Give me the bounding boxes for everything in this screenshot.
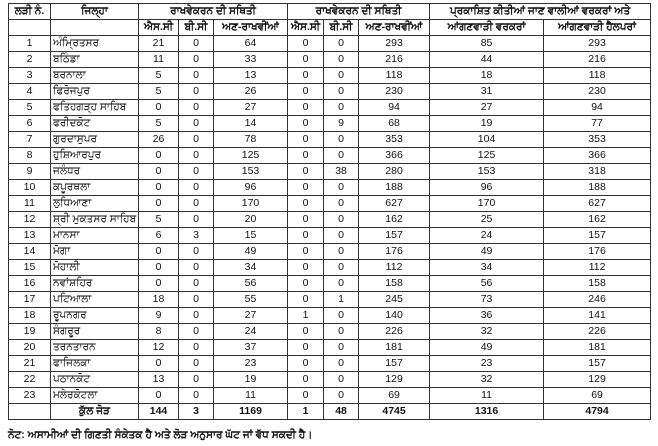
unreserved-2-cell: 94 — [359, 100, 430, 116]
district-cell: ਬਰਨਾਲਾ — [51, 68, 139, 84]
total-sc1-cell: 144 — [139, 404, 179, 420]
helpers-cell: 226 — [544, 324, 651, 340]
header-row-1 — [9, 4, 651, 20]
sc-1-cell: 0 — [139, 388, 179, 404]
total-sc2-cell: 1 — [288, 404, 324, 420]
district-cell: ਅੰਮ੍ਰਿਤਸਰ — [51, 36, 139, 52]
bc-2-cell: 0 — [324, 212, 359, 228]
unreserved-1-cell: 27 — [214, 100, 288, 116]
serial-cell: 21 — [9, 356, 51, 372]
bc-2-cell: 1 — [324, 292, 359, 308]
bc-2-cell: 0 — [324, 84, 359, 100]
serial-cell: 4 — [9, 84, 51, 100]
district-cell: ਪਟਿਆਲਾ — [51, 292, 139, 308]
sc-2-cell: 0 — [288, 84, 324, 100]
sc-2-cell: 0 — [288, 292, 324, 308]
sc-1-cell: 0 — [139, 164, 179, 180]
serial-cell: 14 — [9, 244, 51, 260]
district-cell: ਮਲੇਰਕੋਟਲਾ — [51, 388, 139, 404]
bc-2-cell: 0 — [324, 340, 359, 356]
helpers-cell: 77 — [544, 116, 651, 132]
serial-cell: 18 — [9, 308, 51, 324]
sc-1-cell: 13 — [139, 372, 179, 388]
sc-1-cell: 9 — [139, 308, 179, 324]
unreserved-2-cell: 280 — [359, 164, 430, 180]
sc-1-cell: 11 — [139, 52, 179, 68]
header-sc-1: ਐਸ.ਸੀ — [139, 20, 179, 36]
unreserved-1-cell: 96 — [214, 180, 288, 196]
table-row — [9, 148, 651, 164]
workers-cell: 73 — [430, 292, 544, 308]
bc-1-cell: 0 — [179, 276, 214, 292]
bc-1-cell: 0 — [179, 372, 214, 388]
bc-2-cell: 0 — [324, 132, 359, 148]
serial-cell: 6 — [9, 116, 51, 132]
unreserved-1-cell: 153 — [214, 164, 288, 180]
total-un2-cell: 4745 — [359, 404, 430, 420]
table-row — [9, 180, 651, 196]
table-row — [9, 324, 651, 340]
bc-2-cell: 0 — [324, 36, 359, 52]
workers-cell: 32 — [430, 324, 544, 340]
unreserved-2-cell: 129 — [359, 372, 430, 388]
bc-1-cell: 0 — [179, 148, 214, 164]
bc-2-cell: 0 — [324, 196, 359, 212]
sc-1-cell: 21 — [139, 36, 179, 52]
sc-2-cell: 0 — [288, 116, 324, 132]
district-cell: ਬਠਿੰਡਾ — [51, 52, 139, 68]
unreserved-1-cell: 33 — [214, 52, 288, 68]
serial-cell: 12 — [9, 212, 51, 228]
workers-cell: 32 — [430, 372, 544, 388]
bc-1-cell: 0 — [179, 244, 214, 260]
total-serial-blank — [9, 404, 51, 420]
helpers-cell: 627 — [544, 196, 651, 212]
serial-cell: 16 — [9, 276, 51, 292]
table-row — [9, 212, 651, 228]
table-row — [9, 196, 651, 212]
workers-cell: 27 — [430, 100, 544, 116]
workers-cell: 36 — [430, 308, 544, 324]
helpers-cell: 353 — [544, 132, 651, 148]
bc-2-cell: 0 — [324, 372, 359, 388]
unreserved-2-cell: 353 — [359, 132, 430, 148]
unreserved-1-cell: 13 — [214, 68, 288, 84]
helpers-cell: 129 — [544, 372, 651, 388]
district-cell: ਗੁਰਦਾਸੁਪਰ — [51, 132, 139, 148]
serial-cell: 2 — [9, 52, 51, 68]
sc-2-cell: 0 — [288, 244, 324, 260]
serial-cell: 13 — [9, 228, 51, 244]
district-cell: ਸੰਗਰੂਰ — [51, 324, 139, 340]
workers-cell: 19 — [430, 116, 544, 132]
helpers-cell: 162 — [544, 212, 651, 228]
serial-cell: 10 — [9, 180, 51, 196]
table-row — [9, 372, 651, 388]
header-row-2 — [9, 20, 651, 36]
district-cell: ਫਤਿਹਗੜ੍ਹ ਸਾਹਿਬ — [51, 100, 139, 116]
serial-cell: 5 — [9, 100, 51, 116]
header-sc-2: ਐਸ.ਸੀ — [288, 20, 324, 36]
helpers-cell: 216 — [544, 52, 651, 68]
table-row — [9, 276, 651, 292]
bc-1-cell: 0 — [179, 68, 214, 84]
table-row — [9, 164, 651, 180]
helpers-cell: 246 — [544, 292, 651, 308]
header-reservation-group-2: ਰਾਖਵੇਕਰਨ ਦੀ ਸਥਿਤੀ — [288, 4, 430, 20]
sc-1-cell: 0 — [139, 100, 179, 116]
workers-cell: 31 — [430, 84, 544, 100]
district-cell: ਫਰੀਦਕੋਟ — [51, 116, 139, 132]
table-row — [9, 68, 651, 84]
district-cell: ਫਿਰੋਜਪੁਰ — [51, 84, 139, 100]
table-row — [9, 100, 651, 116]
total-row — [9, 404, 651, 420]
bc-1-cell: 0 — [179, 164, 214, 180]
workers-cell: 170 — [430, 196, 544, 212]
bc-1-cell: 0 — [179, 388, 214, 404]
header-anganwadi-helpers: ਆਂਗਣਵਾੜੀ ਹੈਲਪਰਾਂ — [544, 20, 651, 36]
bc-2-cell: 0 — [324, 68, 359, 84]
bc-2-cell: 0 — [324, 276, 359, 292]
unreserved-1-cell: 27 — [214, 308, 288, 324]
district-cell: ਤਰਨਤਾਰਨ — [51, 340, 139, 356]
unreserved-1-cell: 14 — [214, 116, 288, 132]
sc-1-cell: 6 — [139, 228, 179, 244]
district-cell: ਸ਼੍ਰੀ ਮੁਕਤਸਰ ਸਾਹਿਬ — [51, 212, 139, 228]
helpers-cell: 141 — [544, 308, 651, 324]
serial-cell: 9 — [9, 164, 51, 180]
workers-cell: 96 — [430, 180, 544, 196]
table-row — [9, 388, 651, 404]
sc-1-cell: 0 — [139, 244, 179, 260]
sc-1-cell: 0 — [139, 180, 179, 196]
unreserved-2-cell: 181 — [359, 340, 430, 356]
workers-cell: 25 — [430, 212, 544, 228]
bc-1-cell: 0 — [179, 100, 214, 116]
district-cell: ਮੋਹਾਲੀ — [51, 260, 139, 276]
sc-2-cell: 0 — [288, 388, 324, 404]
sc-2-cell: 0 — [288, 212, 324, 228]
total-bc2-cell: 48 — [324, 404, 359, 420]
serial-cell: 8 — [9, 148, 51, 164]
total-label: ਕੁੱਲ ਜੋੜ — [51, 404, 139, 420]
sc-1-cell: 5 — [139, 212, 179, 228]
sc-2-cell: 1 — [288, 308, 324, 324]
sc-1-cell: 8 — [139, 324, 179, 340]
unreserved-1-cell: 55 — [214, 292, 288, 308]
sc-2-cell: 0 — [288, 68, 324, 84]
unreserved-2-cell: 157 — [359, 228, 430, 244]
unreserved-2-cell: 230 — [359, 84, 430, 100]
header-published-group: ਪ੍ਰਕਾਸ਼ਿਤ ਕੀਤੀਆਂ ਜਾਣ ਵਾਲੀਆਂ ਵਰਕਰਾਂ ਅਤੇ — [430, 4, 651, 20]
bc-2-cell: 0 — [324, 324, 359, 340]
table-row — [9, 292, 651, 308]
serial-cell: 3 — [9, 68, 51, 84]
sc-1-cell: 18 — [139, 292, 179, 308]
unreserved-2-cell: 627 — [359, 196, 430, 212]
helpers-cell: 118 — [544, 68, 651, 84]
unreserved-1-cell: 26 — [214, 84, 288, 100]
serial-cell: 17 — [9, 292, 51, 308]
sc-2-cell: 0 — [288, 36, 324, 52]
serial-cell: 22 — [9, 372, 51, 388]
workers-cell: 11 — [430, 388, 544, 404]
serial-cell: 20 — [9, 340, 51, 356]
sc-1-cell: 0 — [139, 276, 179, 292]
sc-1-cell: 26 — [139, 132, 179, 148]
footnote: ਨੋਟ: ਅਸਾਮੀਆਂ ਦੀ ਗਿਣਤੀ ਸੰਕੇਤਕ ਹੈ ਅਤੇ ਲੋੜ ਅਨੁਸਾਰ ਘੱਟ ਜਾਂ ਵੱਧ ਸਕਦੀ ਹੈ। — [8, 429, 313, 441]
sc-1-cell: 0 — [139, 356, 179, 372]
sc-2-cell: 0 — [288, 228, 324, 244]
bc-2-cell: 0 — [324, 148, 359, 164]
bc-1-cell: 0 — [179, 132, 214, 148]
workers-cell: 104 — [430, 132, 544, 148]
bc-2-cell: 0 — [324, 52, 359, 68]
workers-cell: 24 — [430, 228, 544, 244]
workers-cell: 153 — [430, 164, 544, 180]
total-un1-cell: 1169 — [214, 404, 288, 420]
unreserved-2-cell: 176 — [359, 244, 430, 260]
sc-2-cell: 0 — [288, 340, 324, 356]
header-anganwadi-workers: ਆਂਗਣਵਾੜੀ ਵਰਕਰਾਂ — [430, 20, 544, 36]
district-cell: ਮਾਨਸਾ — [51, 228, 139, 244]
helpers-cell: 158 — [544, 276, 651, 292]
helpers-cell: 69 — [544, 388, 651, 404]
workers-cell: 23 — [430, 356, 544, 372]
helpers-cell: 176 — [544, 244, 651, 260]
sc-1-cell: 0 — [139, 196, 179, 212]
district-cell: ਪਠਾਨਕੋਟ — [51, 372, 139, 388]
unreserved-1-cell: 64 — [214, 36, 288, 52]
bc-1-cell: 3 — [179, 228, 214, 244]
header-unreserved-2: ਅਣ-ਰਾਖਵੀਂਆਂ — [359, 20, 430, 36]
unreserved-1-cell: 19 — [214, 372, 288, 388]
helpers-cell: 188 — [544, 180, 651, 196]
district-cell: ਰੂਪਨਗਰ — [51, 308, 139, 324]
bc-2-cell: 0 — [324, 356, 359, 372]
unreserved-2-cell: 226 — [359, 324, 430, 340]
total-bc1-cell: 3 — [179, 404, 214, 420]
sc-2-cell: 0 — [288, 148, 324, 164]
sc-1-cell: 0 — [139, 148, 179, 164]
workers-cell: 49 — [430, 340, 544, 356]
unreserved-2-cell: 245 — [359, 292, 430, 308]
unreserved-1-cell: 15 — [214, 228, 288, 244]
bc-1-cell: 0 — [179, 324, 214, 340]
district-cell: ਮੋਗਾ — [51, 244, 139, 260]
table-row — [9, 84, 651, 100]
unreserved-2-cell: 216 — [359, 52, 430, 68]
workers-cell: 125 — [430, 148, 544, 164]
workers-cell: 85 — [430, 36, 544, 52]
district-cell: ਜਲੰਧਰ — [51, 164, 139, 180]
district-cell: ਲੁਧਿਆਣਾ — [51, 196, 139, 212]
helpers-cell: 366 — [544, 148, 651, 164]
header-bc-1: ਬੀ.ਸੀ — [179, 20, 214, 36]
sc-2-cell: 0 — [288, 372, 324, 388]
helpers-cell: 94 — [544, 100, 651, 116]
workers-cell: 44 — [430, 52, 544, 68]
district-cell: ਹੁਸ਼ਿਆਰਪੁਰ — [51, 148, 139, 164]
unreserved-1-cell: 78 — [214, 132, 288, 148]
bc-1-cell: 0 — [179, 292, 214, 308]
table-row — [9, 260, 651, 276]
header-bc-2: ਬੀ.ਸੀ — [324, 20, 359, 36]
unreserved-1-cell: 37 — [214, 340, 288, 356]
workers-cell: 56 — [430, 276, 544, 292]
header-reservation-group-1: ਰਾਖਵੇਕਰਨ ਦੀ ਸਥਿਤੀ — [139, 4, 288, 20]
unreserved-1-cell: 23 — [214, 356, 288, 372]
bc-2-cell: 38 — [324, 164, 359, 180]
helpers-cell: 157 — [544, 228, 651, 244]
unreserved-2-cell: 366 — [359, 148, 430, 164]
bc-1-cell: 0 — [179, 340, 214, 356]
bc-1-cell: 0 — [179, 84, 214, 100]
bc-2-cell: 0 — [324, 388, 359, 404]
sc-2-cell: 0 — [288, 276, 324, 292]
district-cell: ਕਪੂਰਥਲਾ — [51, 180, 139, 196]
sc-2-cell: 0 — [288, 324, 324, 340]
helpers-cell: 230 — [544, 84, 651, 100]
total-helpers-cell: 4794 — [544, 404, 651, 420]
unreserved-2-cell: 118 — [359, 68, 430, 84]
helpers-cell: 157 — [544, 356, 651, 372]
unreserved-2-cell: 157 — [359, 356, 430, 372]
workers-cell: 18 — [430, 68, 544, 84]
unreserved-2-cell: 112 — [359, 260, 430, 276]
unreserved-1-cell: 170 — [214, 196, 288, 212]
sc-1-cell: 5 — [139, 68, 179, 84]
unreserved-1-cell: 11 — [214, 388, 288, 404]
unreserved-1-cell: 49 — [214, 244, 288, 260]
table-row — [9, 308, 651, 324]
table-row — [9, 132, 651, 148]
sc-2-cell: 0 — [288, 356, 324, 372]
helpers-cell: 318 — [544, 164, 651, 180]
bc-2-cell: 0 — [324, 308, 359, 324]
table-row — [9, 356, 651, 372]
sc-2-cell: 0 — [288, 196, 324, 212]
unreserved-1-cell: 56 — [214, 276, 288, 292]
district-cell: ਫਾਜਿਲਕਾ — [51, 356, 139, 372]
unreserved-2-cell: 158 — [359, 276, 430, 292]
bc-1-cell: 0 — [179, 116, 214, 132]
table-body — [9, 36, 651, 420]
table-row — [9, 36, 651, 52]
bc-1-cell: 0 — [179, 196, 214, 212]
unreserved-2-cell: 68 — [359, 116, 430, 132]
sc-1-cell: 5 — [139, 84, 179, 100]
unreserved-2-cell: 188 — [359, 180, 430, 196]
sc-1-cell: 5 — [139, 116, 179, 132]
bc-1-cell: 0 — [179, 260, 214, 276]
unreserved-2-cell: 140 — [359, 308, 430, 324]
serial-cell: 1 — [9, 36, 51, 52]
table-row — [9, 244, 651, 260]
header-district-blank — [51, 20, 139, 36]
header-serial-blank — [9, 20, 51, 36]
bc-1-cell: 0 — [179, 356, 214, 372]
district-cell: ਨਵਾਂਸ਼ਹਿਰ — [51, 276, 139, 292]
workers-cell: 49 — [430, 244, 544, 260]
bc-1-cell: 0 — [179, 308, 214, 324]
unreserved-1-cell: 34 — [214, 260, 288, 276]
serial-cell: 23 — [9, 388, 51, 404]
serial-cell: 15 — [9, 260, 51, 276]
sc-2-cell: 0 — [288, 260, 324, 276]
unreserved-1-cell: 20 — [214, 212, 288, 228]
header-district: ਜਿਲ੍ਹਾ — [51, 4, 139, 20]
unreserved-1-cell: 24 — [214, 324, 288, 340]
serial-cell: 19 — [9, 324, 51, 340]
sc-2-cell: 0 — [288, 164, 324, 180]
unreserved-1-cell: 125 — [214, 148, 288, 164]
header-unreserved-1: ਅਣ-ਰਾਖਵੀਂਆਂ — [214, 20, 288, 36]
sc-2-cell: 0 — [288, 132, 324, 148]
bc-2-cell: 0 — [324, 180, 359, 196]
unreserved-2-cell: 69 — [359, 388, 430, 404]
bc-1-cell: 0 — [179, 36, 214, 52]
helpers-cell: 293 — [544, 36, 651, 52]
workers-cell: 34 — [430, 260, 544, 276]
bc-2-cell: 0 — [324, 100, 359, 116]
total-workers-cell: 1316 — [430, 404, 544, 420]
bc-2-cell: 0 — [324, 260, 359, 276]
bc-1-cell: 0 — [179, 52, 214, 68]
table-row — [9, 340, 651, 356]
bc-1-cell: 0 — [179, 212, 214, 228]
serial-cell: 11 — [9, 196, 51, 212]
district-vacancy-table — [8, 3, 651, 420]
sc-1-cell: 12 — [139, 340, 179, 356]
bc-2-cell: 0 — [324, 228, 359, 244]
sc-2-cell: 0 — [288, 52, 324, 68]
table-row — [9, 228, 651, 244]
bc-1-cell: 0 — [179, 180, 214, 196]
table-row — [9, 116, 651, 132]
table-row — [9, 52, 651, 68]
bc-2-cell: 0 — [324, 244, 359, 260]
unreserved-2-cell: 293 — [359, 36, 430, 52]
helpers-cell: 112 — [544, 260, 651, 276]
header-serial: ਲੜੀ ਨੰ. — [9, 4, 51, 20]
sc-1-cell: 0 — [139, 260, 179, 276]
serial-cell: 7 — [9, 132, 51, 148]
helpers-cell: 181 — [544, 340, 651, 356]
bc-2-cell: 9 — [324, 116, 359, 132]
sc-2-cell: 0 — [288, 180, 324, 196]
sc-2-cell: 0 — [288, 100, 324, 116]
unreserved-2-cell: 162 — [359, 212, 430, 228]
